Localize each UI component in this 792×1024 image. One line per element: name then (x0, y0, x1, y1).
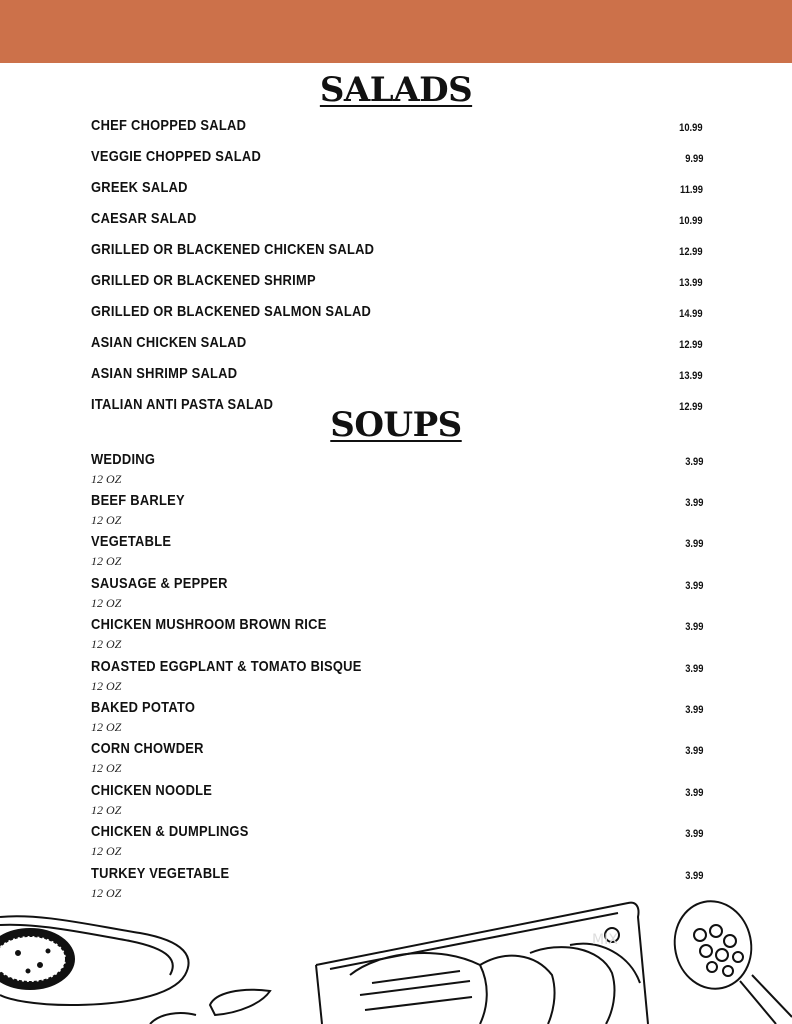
item-name: ASIAN SHRIMP SALAD (91, 365, 238, 382)
item-price: 14.99 (679, 308, 703, 320)
item-price: 3.99 (684, 538, 703, 550)
item-size: 12 OZ (91, 637, 122, 651)
item-price: 10.99 (679, 215, 703, 227)
item-name: VEGETABLE (91, 533, 172, 550)
item-price: 3.99 (684, 870, 703, 882)
item-price: 3.99 (684, 745, 703, 757)
item-price: 13.99 (679, 277, 703, 289)
item-price: 3.99 (684, 621, 703, 633)
item-name: GRILLED OR BLACKENED CHICKEN SALAD (91, 241, 375, 258)
food-illustration (0, 895, 792, 1024)
soups-title: SOUPS (330, 405, 462, 445)
item-size: 12 OZ (91, 803, 122, 817)
item-name: GRILLED OR BLACKENED SHRIMP (91, 272, 316, 289)
item-name: ROASTED EGGPLANT & TOMATO BISQUE (91, 658, 362, 675)
item-name: VEGGIE CHOPPED SALAD (91, 148, 262, 165)
item-price: 12.99 (679, 246, 703, 258)
item-name: WEDDING (91, 451, 156, 468)
item-price: 3.99 (684, 580, 703, 592)
item-price: 3.99 (684, 456, 703, 468)
item-name: ASIAN CHICKEN SALAD (91, 334, 247, 351)
item-price: 11.99 (680, 184, 703, 196)
avocado-icon (0, 916, 189, 1005)
salads-title: SALADS (319, 70, 473, 110)
mushroom-icon (150, 990, 270, 1024)
item-price: 12.99 (679, 401, 703, 413)
item-name: CHICKEN & DUMPLINGS (91, 823, 249, 840)
item-name: CORN CHOWDER (91, 740, 204, 757)
item-name: GRILLED OR BLACKENED SALMON SALAD (91, 303, 372, 320)
item-size: 12 OZ (91, 554, 122, 568)
svg-text:MIX: MIX (592, 932, 618, 948)
item-name: TURKEY VEGETABLE (91, 865, 230, 882)
item-size: 12 OZ (91, 886, 122, 900)
item-name: CHEF CHOPPED SALAD (91, 117, 247, 134)
item-price: 3.99 (684, 497, 703, 509)
item-price: 3.99 (684, 663, 703, 675)
item-size: 12 OZ (91, 596, 122, 610)
item-name: BAKED POTATO (91, 699, 196, 716)
item-size: 12 OZ (91, 472, 122, 486)
spoon-with-seeds-icon (667, 895, 792, 1024)
item-price: 9.99 (684, 153, 703, 165)
item-price: 3.99 (684, 704, 703, 716)
item-size: 12 OZ (91, 761, 122, 775)
item-size: 12 OZ (91, 844, 122, 858)
item-price: 12.99 (679, 339, 703, 351)
item-price: 3.99 (684, 828, 703, 840)
item-price: 13.99 (679, 370, 703, 382)
item-name: CHICKEN MUSHROOM BROWN RICE (91, 616, 327, 633)
item-size: 12 OZ (91, 513, 122, 527)
header-color-band (0, 0, 792, 63)
item-name: SAUSAGE & PEPPER (91, 575, 228, 592)
item-price: 10.99 (679, 122, 703, 134)
item-name: GREEK SALAD (91, 179, 188, 196)
item-size: 12 OZ (91, 720, 122, 734)
item-size: 12 OZ (91, 679, 122, 693)
item-name: CAESAR SALAD (91, 210, 197, 227)
roast-meat-board-icon (316, 903, 648, 1024)
item-name: ITALIAN ANTI PASTA SALAD (91, 396, 274, 413)
item-name: BEEF BARLEY (91, 492, 185, 509)
item-price: 3.99 (684, 787, 703, 799)
item-name: CHICKEN NOODLE (91, 782, 213, 799)
